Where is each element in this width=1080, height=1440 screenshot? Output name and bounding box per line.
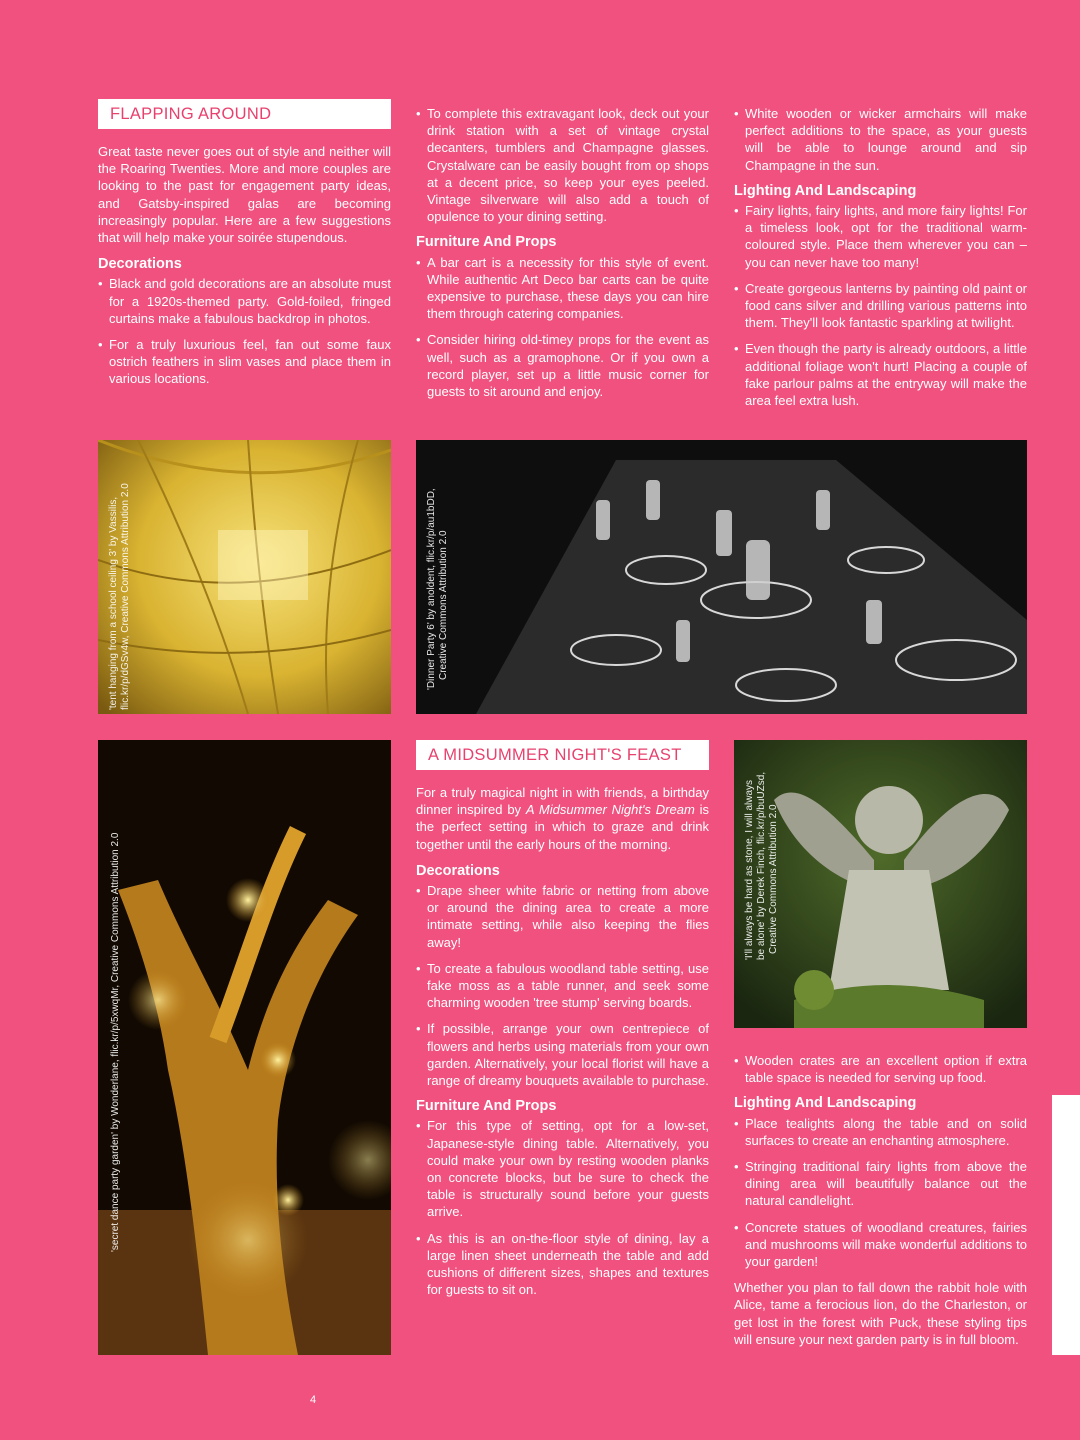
furniture-heading: Furniture And Props xyxy=(416,1098,557,1115)
closing-paragraph: Whether you plan to fall down the rabbit hole with Alice, tame a ferocious lion, do the Charleston, or get lost in the forest with Puck, these styling tips will ensure your next garden party is in full bloom. xyxy=(734,1280,1027,1347)
lighting-heading: Lighting And Landscaping xyxy=(734,182,917,199)
list-item: • Create gorgeous lanterns by painting old paint or food cans silver and drilling various patterns into them. They'll look fantastic sparkling at twilight. xyxy=(734,280,1027,332)
list-item: • Black and gold decorations are an absolute must for a 1920s-themed party. Gold-foiled, fringed curtains make a fabulous backdrop in photos. xyxy=(98,275,391,327)
credit-line: 'tent hanging from a school ceiling 3' by Vassilis, xyxy=(108,496,119,710)
list-item: • Even though the party is already outdoors, a little additional foliage won't hurt! Placing a couple of fake parlour palms at the entryway will make the area feel extra lush. xyxy=(734,340,1027,409)
list-item: • Consider hiring old-timey props for the event as well, such as a gramophone. Or if you own a record player, set up a little music corner for guests to sit around and enjoy. xyxy=(416,331,709,400)
list-item: • To complete this extravagant look, deck out your drink station with a set of vintage crystal decanters, tumblers and Champagne glasses. Crystalware can be easily bought from op shops at a decent price, so keep your eyes peeled. Vintage silverware will also add a touch of opulence to your dining setting. xyxy=(416,105,709,225)
flapping-column-3 xyxy=(734,105,1027,418)
list-item: • White wooden or wicker armchairs will make perfect additions to the space, as your guests will be able to lounge around and sip Champagne in the sun. xyxy=(734,105,1027,174)
tent-photo xyxy=(98,440,391,714)
credit-line: 'I'll always be hard as stone, I will always xyxy=(744,779,755,960)
decorations-list xyxy=(98,275,391,387)
flapping-column-2 xyxy=(416,105,709,409)
credit-line: 'secret dance party garden' by Wonderlane, flic.kr/p/5xwqMr, Creative Commons Attribution 2.0 xyxy=(110,832,121,1252)
intro-paragraph: Great taste never goes out of style and neither will the Roaring Twenties. More and more couples are looking to the past for engagement party ideas, and Gatsby-inspired galas are becoming increasingly popular. Here are a few suggestions that will help make your soirée stupendous. xyxy=(98,144,391,246)
credit-line: Creative Commons Attribution 2.0 xyxy=(768,804,779,954)
decorations-heading: Decorations xyxy=(98,256,182,273)
fairy-photo-credit xyxy=(744,772,780,960)
list-item: • Place tealights along the table and on solid surfaces to create an enchanting atmosphere. xyxy=(734,1115,1027,1149)
list-item: • For a truly luxurious feel, fan out some faux ostrich feathers in slim vases and place them in various locations. xyxy=(98,336,391,388)
lit-tree-image xyxy=(98,740,391,1355)
dinner-table-photo xyxy=(416,440,1027,714)
credit-line: Creative Commons Attribution 2.0 xyxy=(438,530,449,680)
midsummer-column-1 xyxy=(416,740,709,1307)
lighting-heading: Lighting And Landscaping xyxy=(734,1095,917,1112)
list-item: • Drape sheer white fabric or netting from above or around the dining area to create a more intimate setting, while also keeping the flies away! xyxy=(416,882,709,951)
section-title-flapping-around: FLAPPING AROUND xyxy=(98,99,391,129)
dinner-table-image xyxy=(416,440,1027,714)
furniture-list xyxy=(416,1117,709,1298)
intro-text: is the perfect setting in which to graze and drink together until the early hours of the morning. xyxy=(416,802,709,852)
list-item: • Stringing traditional fairy lights from above the dining area will beautifully balance out the natural candlelight. xyxy=(734,1158,1027,1210)
list-item: • Concrete statues of woodland creatures, fairies and mushrooms will make wonderful additions to your garden! xyxy=(734,1219,1027,1271)
list-item: • Fairy lights, fairy lights, and more fairy lights! For a timeless look, opt for the traditional warm-coloured style. Place them wherever you can – you can never have too many! xyxy=(734,202,1027,271)
play-title: A Midsummer Night's Dream xyxy=(525,802,695,818)
furniture-heading: Furniture And Props xyxy=(416,234,557,251)
list-item: • Wooden crates are an excellent option if extra table space is needed for serving up food. xyxy=(734,1052,1027,1086)
furniture-list xyxy=(416,254,709,401)
list-item: • To create a fabulous woodland table setting, use fake moss as a table runner, and seek some charming wooden 'tree stump' serving boards. xyxy=(416,960,709,1012)
midsummer-column-3 xyxy=(734,1052,1027,1358)
flapping-column-1 xyxy=(98,99,391,397)
dinner-photo-credit xyxy=(426,488,450,690)
section-title-midsummer: A MIDSUMMER NIGHT'S FEAST xyxy=(416,740,709,770)
tent-image xyxy=(98,440,391,714)
credit-line: flic.kr/p/dGSv4w, Creative Commons Attribution 2.0 xyxy=(120,483,131,710)
tree-photo-credit xyxy=(110,833,122,1252)
furniture-list-continued xyxy=(734,1052,1027,1086)
page-number: 4 xyxy=(310,1394,317,1406)
midsummer-intro-paragraph xyxy=(416,784,709,853)
decorations-list-continued xyxy=(416,105,709,225)
page-edge-tab xyxy=(1052,1095,1080,1355)
list-item: • A bar cart is a necessity for this style of event. While authentic Art Deco bar carts can be quite expensive to purchase, these days you can hire them through catering companies. xyxy=(416,254,709,323)
furniture-list-continued xyxy=(734,105,1027,174)
tent-photo-credit xyxy=(108,483,132,710)
lit-tree-photo xyxy=(98,740,391,1355)
lighting-list xyxy=(734,202,1027,409)
list-item: • If possible, arrange your own centrepiece of flowers and herbs using materials from your own garden. Alternatively, your local florist will have a range of dreamy bouquets available to purchase. xyxy=(416,1020,709,1089)
list-item: • For this type of setting, opt for a low-set, Japanese-style dining table. Alternatively, you could make your own by resting wooden planks on concrete blocks, but be sure to check the table is structurally sound before your guests arrive. xyxy=(416,1117,709,1220)
intro-text: For a truly magical night in with friends, a birthday dinner inspired by xyxy=(416,785,709,818)
lighting-list xyxy=(734,1115,1027,1271)
decorations-heading: Decorations xyxy=(416,862,500,879)
credit-line: be alone' by Derek Finch, flic.kr/p/buUZsd, xyxy=(756,771,767,960)
credit-line: 'Dinner Party 6' by anoldent, flic.kr/p/au1bDD, xyxy=(426,488,437,690)
decorations-list xyxy=(416,882,709,1089)
list-item: • As this is an on-the-floor style of dining, lay a large linen sheet underneath the table and add cushions of different sizes, shapes and textures for guests to sit on. xyxy=(416,1230,709,1299)
